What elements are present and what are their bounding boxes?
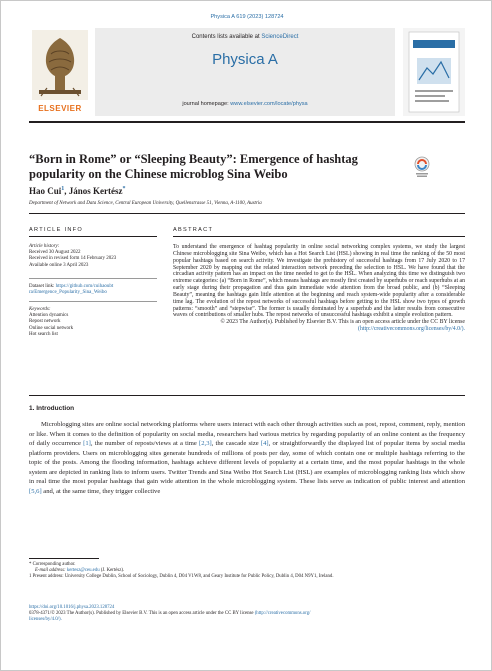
introduction-paragraph bbox=[29, 420, 465, 496]
intro-text: Microblogging sites are online social networking platforms where users interact with each other through activities such as post, repost, comment, reply, mention or like. When it comes to the definition of popularity on social media, researchers had various metrics by regarding popularity of an online content as the frequency of daily occurrence bbox=[29, 421, 465, 448]
online-date: Available online 3 April 2023 bbox=[29, 262, 89, 268]
history-heading: Article history: bbox=[29, 244, 60, 249]
abstract-rule bbox=[29, 395, 465, 396]
abstract-body bbox=[173, 244, 465, 333]
homepage-prefix: journal homepage: bbox=[182, 101, 229, 107]
contents-line bbox=[95, 34, 395, 40]
bottom-matter bbox=[29, 605, 465, 623]
keywords-block bbox=[29, 307, 169, 338]
journal-title: Physica A bbox=[212, 51, 278, 68]
journal-cover-thumbnail[interactable] bbox=[403, 28, 465, 116]
abstract-heading-rule bbox=[173, 236, 465, 237]
intro-text: and, at the same time, they trigger collective bbox=[41, 487, 161, 495]
dataset-link-2[interactable]: ra/Emergence_Popularity_Sina_Weibo bbox=[29, 290, 107, 296]
journal-header bbox=[29, 28, 465, 116]
journal-banner bbox=[95, 28, 395, 116]
intro-text: , or straightforwardly the displayed list of popular items by social media platform providers. Users on microblogging sites generate hundreds of millions of posts per day, some of which contain one or multiple hashtags referring to the topic of the posts. Among the flooding information, hashtags achieve different levels of popularity at a certain time, and the most popular hashtags in the whole system are depicted in ranking lists to inform users. Twitter Trends and Sina Weibo Hot Search List (HSL) are examples of microblogging ranking lists which show in real time the most popular hashtags that gain wide attention in the whole microblogging system. These lists serve as indication of public interest and attention bbox=[29, 440, 466, 486]
keyword: Attention dynamics bbox=[29, 313, 69, 319]
author-cui[interactable]: Hao Cui bbox=[29, 186, 62, 196]
journal-reference[interactable]: Physica A 619 (2023) 128724 bbox=[210, 14, 284, 20]
article-info-heading: ARTICLE INFO bbox=[29, 227, 84, 233]
bottom-license-link-b[interactable]: licenses/by/4.0/). bbox=[29, 617, 62, 622]
author-kertesz[interactable]: János Kertész bbox=[68, 186, 123, 196]
info-heading-rule bbox=[29, 236, 157, 237]
intro-text: , the number of reposts/views at a time bbox=[90, 440, 200, 448]
citation-link[interactable]: [1] bbox=[83, 440, 91, 448]
affiliation-rule bbox=[29, 213, 465, 214]
citation-link[interactable]: [2,3] bbox=[199, 440, 212, 448]
affiliation: Department of Network and Data Science, Central European University, Quellenstrasse 51, Vienna, A-1100, Austria bbox=[29, 201, 262, 206]
revised-date: Received in revised form 14 February 2023 bbox=[29, 256, 117, 262]
citation-link[interactable]: [5,6] bbox=[29, 487, 42, 495]
section-heading-introduction: 1. Introduction bbox=[29, 405, 75, 412]
received-date: Received 30 August 2022 bbox=[29, 250, 81, 256]
homepage-link[interactable]: www.elsevier.com/locate/physa bbox=[230, 101, 308, 107]
sciencedirect-link[interactable]: ScienceDirect bbox=[261, 34, 299, 40]
dataset-link-1[interactable]: https://github.com/cuihaoubt bbox=[55, 284, 114, 289]
footnote-rule bbox=[29, 558, 99, 559]
keyword: Online social network bbox=[29, 325, 74, 331]
footnote-present-address: 1 Present address: University College Dublin, School of Sociology, Dublin 4, D04 V1W8, and Geary Institute for Public Policy, Dublin 4, D04 N9Y1, Ireland. bbox=[29, 574, 334, 579]
corresponding-marker[interactable]: * bbox=[122, 186, 126, 192]
abstract-heading: ABSTRACT bbox=[173, 227, 214, 233]
keyword: Hot search list bbox=[29, 331, 58, 337]
paper-title: “Born in Rome” or “Sleeping Beauty”: Emergence of hashtag popularity on the Chinese microblog Sina Weibo bbox=[29, 152, 358, 181]
citation-link[interactable]: [4] bbox=[260, 440, 269, 448]
header-rule bbox=[29, 121, 465, 123]
author-footnote-marker[interactable]: 1 bbox=[61, 186, 65, 192]
info-divider-2 bbox=[29, 301, 157, 302]
email-label: E-mail address: bbox=[35, 568, 66, 573]
article-history bbox=[29, 244, 169, 269]
intro-text: , the cascade size bbox=[211, 440, 261, 448]
keywords-heading: Keywords: bbox=[29, 307, 51, 312]
email-owner: (J. Kertész). bbox=[100, 568, 125, 573]
keyword: Repost network bbox=[29, 319, 61, 325]
author-list bbox=[29, 186, 126, 196]
contents-prefix: Contents lists available at bbox=[191, 34, 260, 40]
publisher-name: ELSEVIER bbox=[38, 104, 82, 113]
abstract-copyright bbox=[173, 319, 465, 333]
dataset-label: Dataset link: bbox=[29, 284, 55, 289]
email-link[interactable]: kertesz@ceu.edu bbox=[66, 568, 100, 573]
abstract-text: To understand the emergence of hashtag popularity in online social networking complex systems, we study the largest Chinese microblogging site Sina Weibo, which has a Hot Search List (HSL) showing in real time the ranking of the 50 most popular hashtags based on search activity. We investigate the prehistory of successful hashtags from 17 July 2020 to 17 September 2020 by mapping out the related interaction network preceding the selection to HSL. We have found that the circadian activity pattern has an impact on the time needed to get to the HSL. When analyzing this time we distinguish two extreme categories: (a) “Born in Rome”, which means hashtags are mostly first created by superhubs or reach superhubs at an early stage during their propagation and thus gain immediate wide attention from the broad public, and (b) “Sleeping Beauty”, meaning the hashtags gain little attention at the beginning and reach system-wide popularity after a considerable time lag. The evolution of the repost networks of successful hashtags before getting to the HSL show two types of growth patterns: “smooth” and “stepwise”. The former is usually dominated by a superhub and the latter results from consecutive waves of contributions of smaller hubs. The repost networks of unsuccessful hashtags exhibit a simple evolution pattern. bbox=[173, 244, 465, 319]
license-link[interactable]: (http://creativecommons.org/licenses/by/4.0/). bbox=[358, 326, 465, 333]
footnotes bbox=[29, 562, 465, 580]
info-divider-1 bbox=[29, 278, 157, 279]
doi-link[interactable]: https://doi.org/10.1016/j.physa.2023.128724 bbox=[29, 605, 115, 610]
bottom-license-link-a[interactable]: (http://creativecommons.org/ bbox=[254, 611, 311, 616]
bottom-license-text: 0378-4371/© 2023 The Author(s). Published by Elsevier B.V. This is an open access article under the CC BY license bbox=[29, 611, 254, 616]
elsevier-logo[interactable] bbox=[29, 28, 91, 116]
copyright-text: © 2023 The Author(s). Published by Elsevier B.V. This is an open access article under the CC BY license bbox=[220, 319, 465, 326]
journal-homepage bbox=[95, 101, 395, 107]
dataset-block bbox=[29, 284, 169, 296]
footnote-corresponding: * Corresponding author. bbox=[29, 562, 76, 567]
author-separator: , bbox=[64, 186, 69, 196]
check-for-updates-icon[interactable] bbox=[413, 156, 431, 178]
